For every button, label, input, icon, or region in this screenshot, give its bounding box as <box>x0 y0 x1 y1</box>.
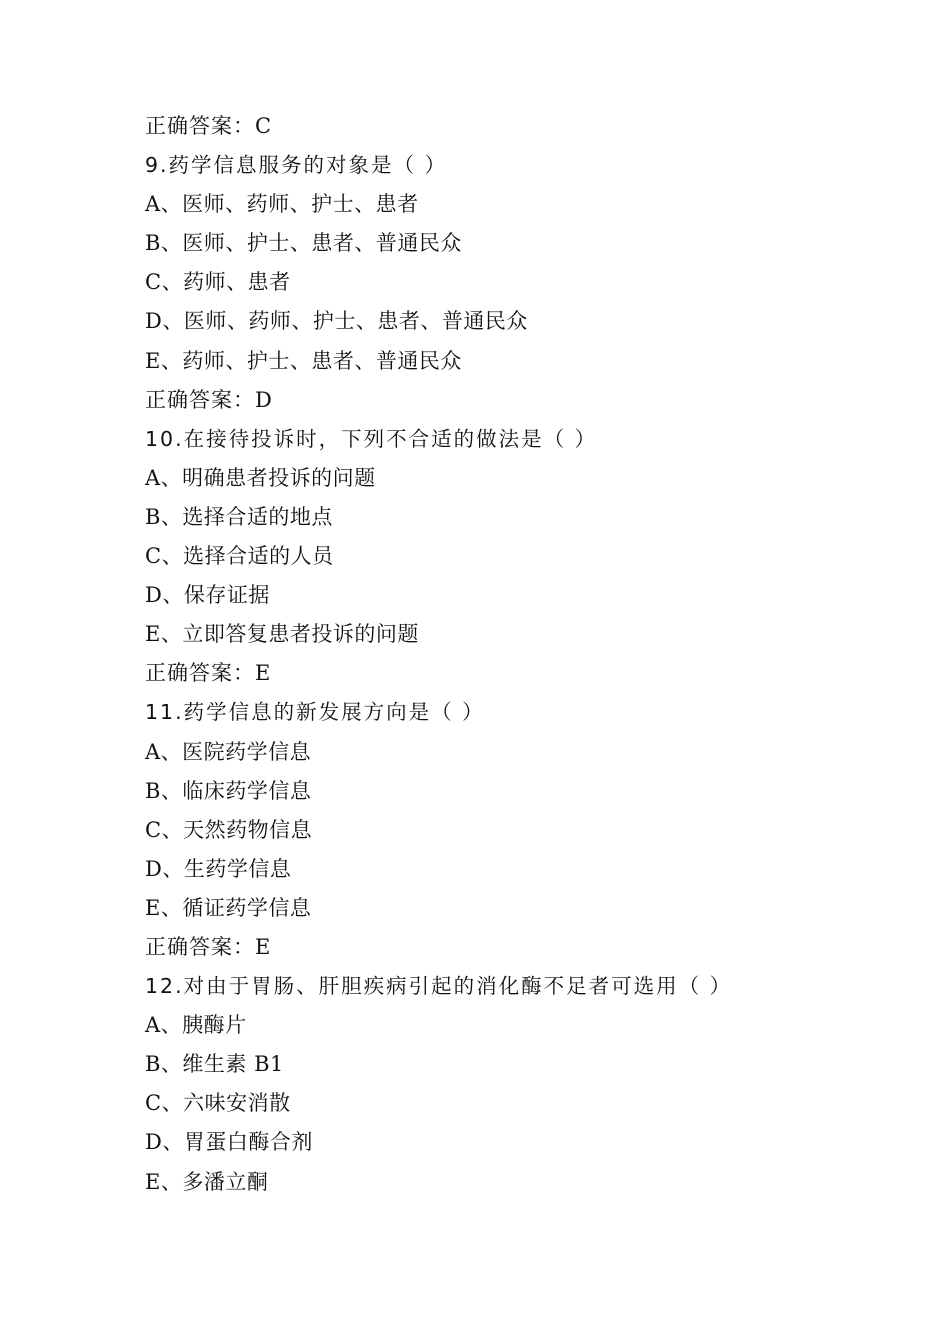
option-line: E、药师、护士、患者、普通民众 <box>145 348 462 373</box>
option-line: A、胰酶片 <box>145 1013 247 1038</box>
option-line: E、多潘立酮 <box>145 1169 269 1194</box>
option-line: B、临床药学信息 <box>145 778 312 803</box>
question-line: 9.药学信息服务的对象是（ ） <box>145 153 448 178</box>
question-line: 12.对由于胃肠、肝胆疾病引起的消化酶不足者可选用（ ） <box>145 974 733 999</box>
option-line: B、医师、护士、患者、普通民众 <box>145 231 462 256</box>
document-page <box>145 107 905 1202</box>
question-line: 11.药学信息的新发展方向是（ ） <box>145 700 485 725</box>
answer-line: 正确答案：E <box>145 661 272 686</box>
option-line: C、药师、患者 <box>145 270 291 295</box>
answer-line: 正确答案：E <box>145 934 272 959</box>
option-line: A、医院药学信息 <box>145 739 312 764</box>
option-line: B、选择合适的地点 <box>145 504 333 529</box>
answer-line: 正确答案：D <box>145 387 273 412</box>
option-line: D、医师、药师、护士、患者、普通民众 <box>145 309 528 334</box>
option-line: E、循证药学信息 <box>145 895 312 920</box>
option-line: C、选择合适的人员 <box>145 544 334 569</box>
option-line: D、生药学信息 <box>145 856 292 881</box>
option-line: D、保存证据 <box>145 583 270 608</box>
option-line: D、胃蛋白酶合剂 <box>145 1130 313 1155</box>
option-line: B、维生素 B1 <box>145 1052 284 1077</box>
answer-line: 正确答案：C <box>145 114 273 138</box>
question-line: 10.在接待投诉时，下列不合适的做法是（ ） <box>145 426 598 451</box>
option-line: A、医师、药师、护士、患者 <box>145 192 419 217</box>
option-line: E、立即答复患者投诉的问题 <box>145 622 419 647</box>
option-line: A、明确患者投诉的问题 <box>145 465 376 490</box>
option-line: C、天然药物信息 <box>145 817 313 842</box>
option-line: C、六味安消散 <box>145 1091 291 1116</box>
